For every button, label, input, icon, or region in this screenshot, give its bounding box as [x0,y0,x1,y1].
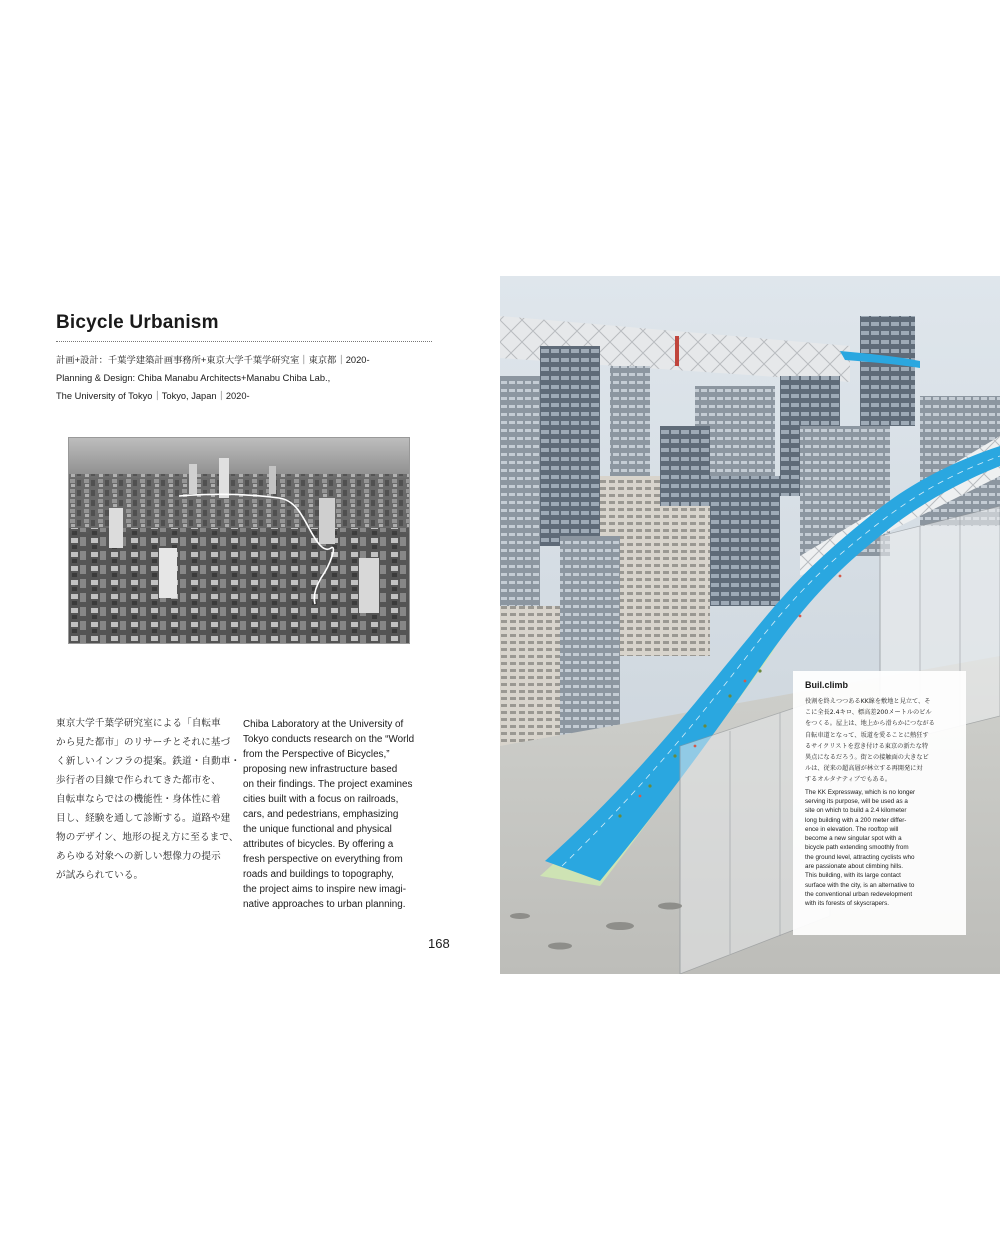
credit-line-en-1: Planning & Design: Chiba Manabu Architects+Manabu Chiba Lab., [56,373,331,383]
page-number: 168 [428,936,450,951]
en-line: from the Perspective of Bicycles,” [243,749,390,760]
credit-line-ja: 計画+設計：千葉学建築計画事務所+東京大学千葉学研究室｜東京都｜2020- [56,355,370,365]
aerial-photo-illustration [69,438,409,643]
en-line: fresh perspective on everything from [243,854,403,865]
caption-en-line: the conventional urban redevelopment [805,890,913,898]
en-line: native approaches to urban planning. [243,899,406,910]
ja-line: から見た都市」のリサーチとそれに基づ [56,737,231,748]
en-line: cities built with a focus on railroads, [243,794,399,805]
en-line: on their findings. The project examines [243,779,413,790]
caption-en-line: This building, with its large contact [805,872,901,880]
project-credits [56,351,436,405]
en-line: the project aims to inspire new imagi- [243,884,407,895]
caption-en-line: with its forests of skyscrapers. [805,900,889,908]
caption-ja-line: ルは、従来の超高層が林立する再開発に対 [805,765,923,773]
caption-ja-line: 異点になるだろう。街との接触面の大きなビ [805,754,929,762]
caption-title: Buil.climb [805,680,849,690]
en-line: Tokyo conducts research on the “World [243,734,415,745]
caption-text-english [805,788,956,909]
caption-ja-line: るサイクリストを惹き付ける東京の新たな特 [805,742,929,750]
caption-ja-line: をつくる。屋上は、地上から滑らかにつながる [805,720,935,728]
caption-en-line: serving its purpose, will be used as a [805,797,908,805]
caption-en-line: long building with a 200 meter differ- [805,816,907,824]
caption-en-line: the ground level, attracting cyclists who [805,853,915,861]
caption-en-line: bicycle path extending smoothly from [805,844,909,852]
caption-text-japanese [805,696,956,786]
en-line: roads and buildings to topography, [243,869,394,880]
en-line: cars, and pedestrians, emphasizing [243,809,399,820]
caption-ja-line: こに全長2.4キロ、標高差200メートルのビル [805,709,932,717]
caption-en-line: become a new singular spot with a [805,835,902,843]
en-line: Chiba Laboratory at the University of [243,719,404,730]
ja-line: 東京大学千葉学研究室による「自転車 [56,718,221,729]
caption-en-line: are passionate about climbing hills. [805,863,904,870]
ja-line: 歩行者の目線で作られてきた都市を、 [56,775,221,786]
caption-en-line: surface with the city, is an alternative to [805,881,915,889]
caption-ja-line: するオルタナティブでもある。 [805,776,892,784]
ja-line: 自転車ならではの機能性・身体性に着 [56,794,221,805]
article-title: Bicycle Urbanism [56,312,219,333]
en-line: the unique functional and physical [243,824,392,835]
ja-line: く新しいインフラの提案。鉄道・自動車・ [56,756,241,767]
caption-en-line: ence in elevation. The rooftop will [805,825,899,833]
credit-line-en-2: The University of Tokyo｜Tokyo, Japan｜2020- [56,391,250,401]
right-page [500,0,1000,1250]
title-divider [56,341,432,342]
caption-ja-line: 役割を終えつつあるKK線を敷地と見立て、そ [805,698,931,705]
caption-en-line: The KK Expressway, which is no longer [805,788,916,796]
aerial-city-photo [68,437,410,644]
ja-line: 物のデザイン、地形の捉え方に至るまで、 [56,832,239,843]
caption-box [793,671,966,935]
body-text-japanese [56,714,241,885]
caption-ja-line: 自転車道となって、坂道を愛ることに熱狂す [805,731,929,739]
en-line: attributes of bicycles. By offering a [243,839,394,850]
en-line: proposing new infrastructure based [243,764,398,775]
bike-path-rendering [500,276,1000,974]
ja-line: あらゆる対象への新しい想像力の提示 [56,851,221,862]
ja-line: が試みられている。 [56,870,144,881]
body-text-english [243,717,443,912]
ja-line: 目し、経験を通して診断する。道路や建 [56,813,231,824]
caption-en-line: site on which to build a 2.4 kilometer [805,807,907,815]
